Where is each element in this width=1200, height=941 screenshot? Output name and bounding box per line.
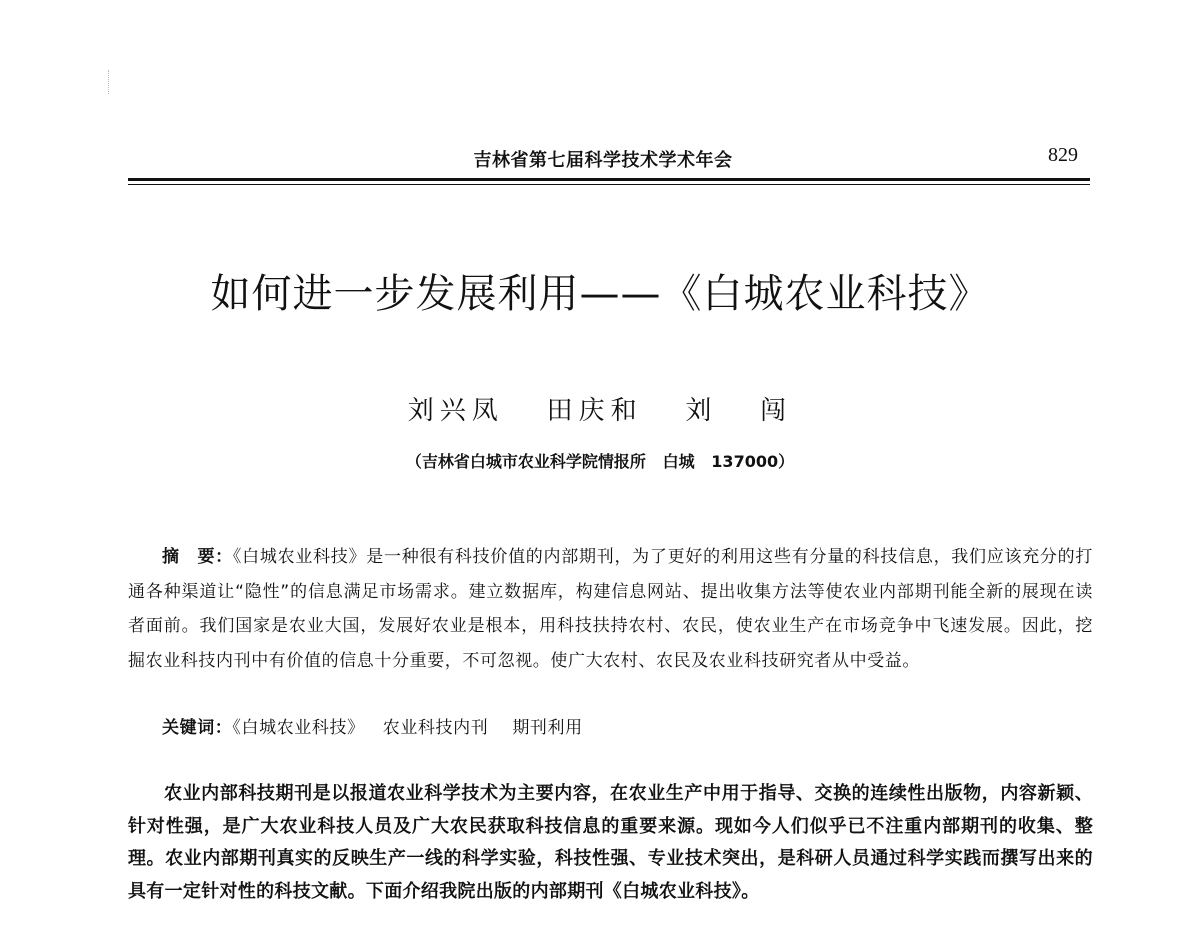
author-affiliation: （吉林省白城市农业科学院情报所 白城 137000） xyxy=(405,452,795,471)
keywords-section xyxy=(128,713,1093,743)
abstract-label: 摘 要： xyxy=(162,547,233,567)
page-number: 829 xyxy=(1048,144,1078,166)
body-paragraph: 农业内部科技期刊是以报道农业科学技术为主要内容，在农业生产中用于指导、交换的连续性出版物，内容新颖、针对性强，是广大农业科技人员及广大农民获取科技信息的重要来源。现如今人们似乎已不注重内部期刊的收集、整理。农业内部期刊真实的反映生产一线的科学实验，科技性强、专业技术突出，是科研人员通过科学实践而撰写出来的具有一定针对性的科技文献。下面介绍我院出版的内部期刊《白城农业科技》。 xyxy=(128,783,1093,902)
keywords-text: 《白城农业科技》 农业科技内刊 期刊利用 xyxy=(232,718,583,738)
running-header xyxy=(128,142,1078,172)
abstract-section xyxy=(128,540,1093,678)
header-rule-thick xyxy=(128,178,1090,181)
header-rule-thin xyxy=(128,184,1090,185)
keywords-label: 关键词： xyxy=(162,718,233,738)
running-title: 吉林省第七届科学技术学术年会 xyxy=(473,150,733,171)
article-title: 如何进一步发展利用——《白城农业科技》 xyxy=(210,271,990,317)
author-list: 刘兴凤 田庆和 刘 闯 xyxy=(407,396,793,426)
scan-speck xyxy=(108,70,111,94)
abstract-text: 《白城农业科技》是一种很有科技价值的内部期刊，为了更好的利用这些有分量的科技信息，我们应该充分的打通各种渠道让“隐性”的信息满足市场需求。建立数据库，构建信息网站、提出收集方法等使农业内部期刊能全新的展现在读者面前。我们国家是农业大国，发展好农业是根本，用科技扶持农村、农民，使农业生产在市场竞争中飞速发展。因此，挖掘农业科技内刊中有价值的信息十分重要，不可忽视。使广大农村、农民及农业科技研究者从中受益。 xyxy=(128,547,1093,671)
